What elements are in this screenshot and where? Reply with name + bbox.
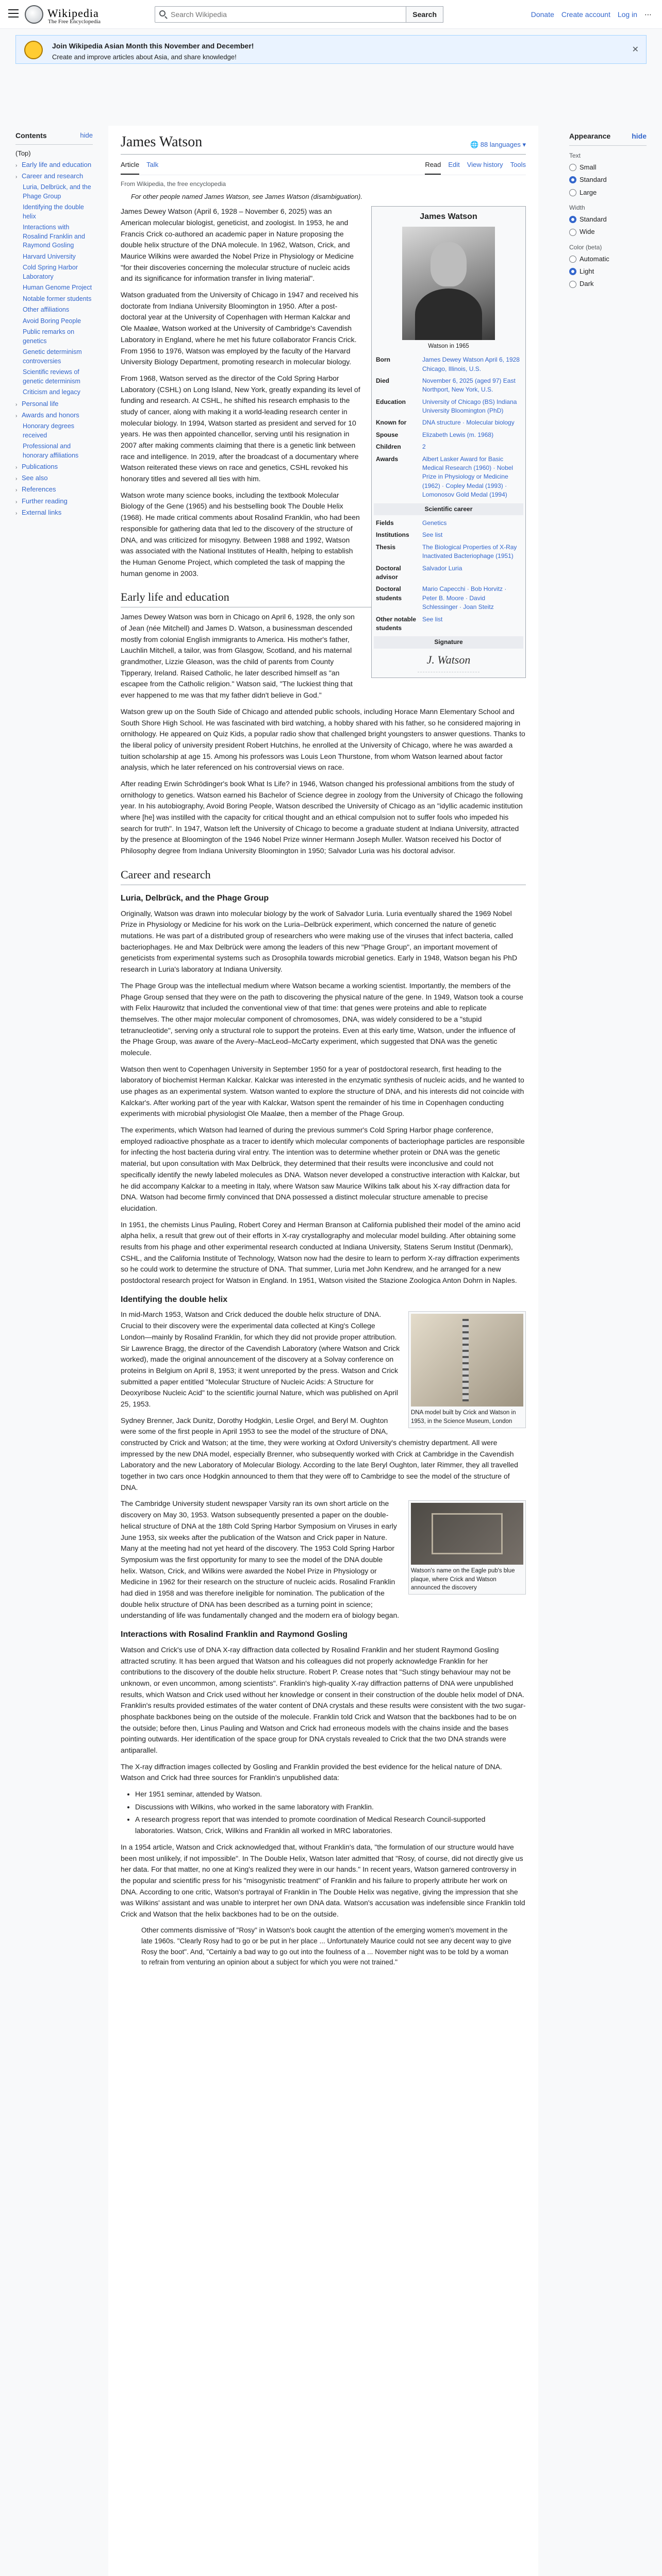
radio-icon[interactable]	[569, 268, 576, 275]
toc-item[interactable]	[15, 295, 93, 304]
subsection-heading-franklin: Interactions with Rosalind Franklin and Raymond Gosling	[121, 1630, 348, 1639]
search-input[interactable]	[155, 6, 406, 23]
page-title: James Watson	[121, 134, 203, 150]
toc-item-label: Public remarks on genetics	[23, 328, 75, 345]
toc-header	[15, 131, 93, 145]
toc-item[interactable]	[15, 399, 93, 409]
toc-item[interactable]	[15, 317, 93, 326]
plaque-figure	[408, 1500, 526, 1594]
infobox-label: Doctoral advisor	[376, 564, 401, 581]
dna-model-image[interactable]	[411, 1314, 523, 1406]
tab-tools[interactable]: Tools	[510, 161, 526, 169]
option-small[interactable]	[569, 162, 647, 173]
radio-icon[interactable]	[569, 189, 576, 196]
infobox-value[interactable]: See list	[422, 531, 443, 539]
franklin-section	[121, 1645, 526, 1784]
toc-item-label: (Top)	[15, 149, 31, 157]
toggle-icon[interactable]: ›	[15, 487, 18, 494]
width-options	[569, 214, 647, 237]
paragraph: James Dewey Watson was born in Chicago on April 6, 1928, the only son of Jean (née Mitchell) and James D. Watson, a businessman descended mostly from colonial English immigrants to America. His mother's father, Lauchlin Mitchell, a tailor, was from Glasgow, Scotland, and his maternal grandmother, Lizzie Gleason, was the child of parents from County Tipperary, Ireland. Raised Catholic, he later described himself as "an escapee from the Catholic religion." Watson said, "The luckiest thing that ever happened to me was that my father didn't believe in God."	[121, 613, 355, 700]
paragraph: The experiments, which Watson had learned of during the previous summer's Cold Spring Harbor phage conference, employed radioactive phosphate as a tracer to identify which molecular components of bacteriophage particles are responsible for infecting the host bacteria during viral entry. The intention was to determine whether protein or DNA was the genetic material, but upon consultation with Max Delbrück, they determined that their results were inconclusive and could not specifically identify the newly labeled molecules as DNA. Watson never developed a constructive interaction with Kalckar, but he did accompany Kalckar to a meeting in Italy, where Watson saw Maurice Wilkins talk about his X-ray diffraction data for DNA. Watson had become firmly convinced that DNA possessed a distinct molecular structure amenable to precise elucidation.	[121, 1126, 525, 1212]
section-heading-career: Career and research	[121, 866, 526, 885]
infobox-value[interactable]: Salvador Luria	[422, 564, 462, 572]
toc-item-label: Avoid Boring People	[23, 317, 81, 325]
paragraph: From 1968, Watson served as the director of the Cold Spring Harbor Laboratory (CSHL) on Long Island, New York, greatly expanding its level of funding and research. At CSHL, he shifted his research emphasis to the study of cancer, along with making it a world-leading research center in molecular biology. In 1994, Watson started as president and served for 10 years. He was then appointed chancellor, serving until his resignation in 2007 after making comments claiming that there is a genetic link between race and intelligence. In 2019, after the broadcast of a documentary where Watson reiterated these views on race and genetics, CSHL revoked his honorary titles and severed all ties with him.	[121, 374, 360, 483]
globe-icon	[24, 41, 43, 59]
dna-model-caption: DNA model built by Crick and Watson in 1953, in the Science Museum, London	[411, 1410, 516, 1425]
subsection-heading-phage: Luria, Delbrück, and the Phage Group	[121, 893, 269, 903]
banner-subtitle: Create and improve articles about Asia, and share knowledge!	[52, 53, 237, 61]
radio-icon[interactable]	[569, 281, 576, 288]
toc-item-label: Further reading	[22, 497, 68, 505]
paragraph: Watson and Crick's use of DNA X-ray diffraction data collected by Rosalind Franklin and her student Raymond Gosling attracted scrutiny. It has been argued that Watson and his colleagues did not properly acknowledge Franklin for her contributions to the discovery of the double helix structure. Robert P. Crease notes that "Such stingy behaviour may not be unknown, or even uncommon, among scientists". Franklin's high-quality X-ray diffraction patterns of DNA were unpublished results, which Watson and Crick used without her knowledge or consent in their construction of the double helix model of DNA. Franklin's results provided estimates of the water content of DNA crystals and these results were consistent with the two sugar-phosphate backbones being on the outside of the molecule. Franklin told Crick and Watson that the backbones had to be on the outside; before then, Linus Pauling and Watson and Crick had erroneous models with the chains inside and the bases pointing outwards. Her identification of the space group for DNA crystals revealed to Crick that the two DNA strands were antiparallel.	[121, 1645, 526, 1755]
paragraph: The X-ray diffraction images collected by Gosling and Franklin provided the best evidence for the helical nature of DNA. Watson and Crick had three sources for Franklin's unpublished data:	[121, 1762, 502, 1782]
site-header	[0, 0, 662, 29]
toc-item-label: See also	[22, 474, 48, 482]
close-icon[interactable]: ✕	[632, 45, 639, 54]
infobox-value[interactable]: Genetics	[422, 519, 447, 527]
donate-link[interactable]: Donate	[531, 10, 554, 19]
infobox-name: James Watson	[420, 212, 477, 222]
infobox-label: Education	[376, 398, 406, 405]
appearance-panel	[569, 131, 647, 292]
toc-item-label: Early life and education	[22, 160, 92, 168]
toc-title: Contents	[15, 131, 47, 140]
option-label: Light	[580, 267, 594, 276]
option-large[interactable]	[569, 188, 647, 198]
infobox-rows	[374, 354, 523, 501]
paragraph: James Dewey Watson (April 6, 1928 – November 6, 2025) was an American molecular biologist, geneticist, and zoologist. In 1953, he and Francis Crick co-authored an academic paper in Nature proposing the double helix structure of the DNA molecule. In 1962, Watson, Crick, and Maurice Wilkins were awarded the Nobel Prize in Physiology or Medicine "for their discoveries concerning the molecular structure of nucleic acids and its significance for information transfer in living material".	[121, 207, 354, 283]
option-standard[interactable]	[569, 214, 647, 225]
paragraph: The Cambridge University student newspaper Varsity ran its own short article on the discovery on May 30, 1953. Watson subsequently presented a paper on the double-helical structure of DNA at the 18th Cold Spring Harbor Symposium on Viruses in early June 1953, six weeks after the publication of the Watson and Crick paper in Nature. Many at the meeting had not yet heard of the discovery. The 1953 Cold Spring Harbor Symposium was the first opportunity for many to see the model of the DNA double helix. Watson, Crick, and Wilkins were awarded the Nobel Prize in Physiology or Medicine in 1962 for their research on the structure of nucleic acids. Rosalind Franklin had died in 1958 and was therefore ineligible for nomination. The publication of the double helix structure of DNA has been described as a turning point in science; understanding of life was fundamentally changed and the modern era of biology began.	[121, 1499, 400, 1620]
paragraph: Sydney Brenner, Jack Dunitz, Dorothy Hodgkin, Leslie Orgel, and Beryl M. Oughton were some of the first people in April 1953 to see the model of the structure of DNA, constructed by Crick and Watson; at the time, they were working at Oxford University's chemistry department. All were impressed by the new DNA model, especially Brenner, who subsequently worked with Crick at Cambridge in the Cavendish Laboratory and the new Laboratory of Molecular Biology. According to the late Beryl Oughton, later Rimmer, they all travelled together in two cars once Hodgkin announced to them that they were off to Cambridge to see the model of the structure of DNA.	[121, 1416, 518, 1492]
user-links	[531, 9, 652, 21]
page-title-bar	[121, 131, 526, 155]
option-label: Small	[580, 163, 597, 172]
infobox-row	[374, 417, 523, 429]
paragraph: In 1951, the chemists Linus Pauling, Robert Corey and Herman Branson at California published their model of the amino acid alpha helix, a result that grew out of their efforts in X-ray crystallography and molecular model building. After obtaining some results from his phage and other experimental research conducted at Indiana University, Statens Serum Institut (Denmark), CSHL, and the California Institute of Technology, Watson now had the desire to learn to perform X-ray diffraction experiments so he could work to determine the structure of DNA. That summer, Luria met John Kendrew, and he arranged for a new postdoctoral research project for Watson in England. In 1951, Watson visited the Stazione Zoologica Anton Dohrn in Naples.	[121, 1220, 521, 1284]
photo-caption: Watson in 1965	[428, 343, 469, 350]
signature-heading: Signature	[374, 636, 523, 648]
toc-item[interactable]	[15, 497, 93, 506]
radio-icon[interactable]	[569, 176, 576, 183]
appearance-header	[569, 131, 647, 146]
toggle-icon[interactable]: ›	[15, 476, 18, 482]
infobox-value[interactable]: November 6, 2025 (aged 97) East Northport, New York, U.S.	[422, 377, 516, 394]
campaign-banner	[15, 35, 647, 64]
toggle-icon[interactable]: ›	[15, 401, 18, 408]
more-options-icon[interactable]: ⋯	[644, 10, 652, 19]
toc-item-label: Other affiliations	[23, 306, 70, 314]
section-heading-early-life: Early life and education	[121, 588, 526, 607]
infobox-row	[374, 563, 523, 584]
infobox-row	[374, 354, 523, 375]
signature-image: J. Watson	[418, 652, 479, 672]
toc-item-label: External links	[22, 508, 62, 516]
languages-button[interactable]: 🌐 88 languages ▾	[470, 141, 526, 149]
plaque-image[interactable]	[411, 1503, 523, 1565]
toc-item[interactable]	[15, 508, 93, 517]
plaque-caption: Watson's name on the Eagle pub's blue plaque, where Crick and Watson announced the discovery	[411, 1568, 515, 1591]
toc-item-label: References	[22, 485, 56, 494]
infobox-label: Fields	[376, 519, 394, 527]
toc-item[interactable]	[15, 252, 93, 262]
toc-item-label: Interactions with Rosalind Franklin and Raymond Gosling	[23, 224, 85, 249]
infobox	[371, 206, 526, 677]
tagline: The Free Encyclopedia	[48, 19, 101, 25]
infobox-value[interactable]: The Biological Properties of X-Ray Inactivated Bacteriophage (1951)	[422, 543, 517, 560]
infobox-value[interactable]: See list	[422, 615, 443, 623]
infobox-label: Institutions	[376, 531, 409, 539]
toc-item[interactable]	[15, 422, 93, 440]
wordmark[interactable]: Wikipedia	[47, 7, 99, 20]
languages-label: 88 languages	[480, 141, 521, 149]
list-item: • A research progress report that was intended to promote coordination of Medical Research Council-supported laboratories. Watson, Crick, Wilkins and Franklin all worked in MRC laboratories.	[135, 1814, 526, 1836]
toc-item[interactable]	[15, 485, 93, 494]
infobox-row	[374, 429, 523, 441]
paragraph: Watson graduated from the University of Chicago in 1947 and received his doctorate from Indiana University Bloomington in 1950. After a post-doctoral year at the University of Copenhagen with Herman Kalckar and Ole Maaløe, Watson worked at the University of Cambridge's Cavendish Laboratory in England, where he met his future collaborator Francis Crick. From 1956 to 1976, Watson was employed by the faculty of the Harvard University Biology Department, promoting research in molecular biology.	[121, 291, 358, 366]
infobox-label: Doctoral students	[376, 585, 402, 602]
infobox-row	[374, 614, 523, 635]
paragraph: After reading Erwin Schrödinger's book What Is Life? in 1946, Watson changed his professional ambitions from the study of ornithology to genetics. Watson earned his Bachelor of Science degree in zoology from the University of Chicago the following year. In his autobiography, Avoid Boring People, Watson described the University of Chicago as an "idyllic academic institution where [he] was instilled with the capacity for critical thought and an ethical compulsion not to suffer fools who impeded his search for truth". In 1947, Watson left the University of Chicago to become a graduate student at Indiana University, attracted by the presence at Bloomington of the 1946 Nobel Prize winner Hermann Joseph Muller. Watson received his Doctor of Philosophy degree from Indiana University Bloomington in 1950; Salvador Luria was his doctoral advisor.	[121, 779, 523, 855]
phage-section	[121, 908, 526, 1286]
toc-list	[15, 149, 93, 517]
article-tabs	[121, 157, 526, 175]
infobox-row	[374, 375, 523, 396]
option-wide[interactable]	[569, 227, 647, 237]
infobox-row	[374, 396, 523, 417]
toc-item[interactable]	[15, 263, 93, 281]
scientific-career-heading: Scientific career	[374, 503, 523, 515]
infobox-value[interactable]: James Dewey Watson April 6, 1928 Chicago, Illinois, U.S.	[422, 356, 520, 372]
search-icon	[159, 10, 166, 16]
infobox-label: Awards	[376, 455, 399, 463]
infobox-row	[374, 583, 523, 613]
infobox-label: Other notable students	[376, 615, 417, 632]
infobox-value[interactable]: Albert Lasker Award for Basic Medical Research (1960) · Nobel Prize in Physiology or Medicine (1962) · Copley Medal (1993) · Lomonosov Gold Medal (1994)	[422, 455, 514, 499]
toc-item[interactable]	[15, 183, 93, 201]
toc-item-label: Notable former students	[23, 295, 92, 302]
paragraph: The Phage Group was the intellectual medium where Watson became a working scientist. Importantly, the members of the Phage Group sensed that they were on the path to discovering the physical nature of the gene. In 1949, Watson took a course with Felix Haurowitz that included the conventional view of that time: that genes were proteins and able to replicate themselves. The other major molecular component of chromosomes, DNA, was widely considered to be a "stupid tetranucleotide", serving only a structural role to support the proteins. Even at this early time, Watson, under the influence of the Phage Group, was aware of the Avery–MacLeod–McCarty experiment, which suggested that DNA was the genetic molecule.	[121, 981, 523, 1057]
hatnote[interactable]: For other people named James Watson, see James Watson (disambiguation).	[131, 193, 362, 201]
radio-icon[interactable]	[569, 256, 576, 263]
option-label: Standard	[580, 215, 607, 224]
toc-item-label: Criticism and legacy	[23, 388, 80, 396]
option-label: Standard	[580, 176, 607, 184]
appearance-hide-button[interactable]: hide	[632, 132, 647, 140]
radio-icon[interactable]	[569, 164, 576, 171]
radio-icon[interactable]	[569, 229, 576, 236]
toc-item[interactable]	[15, 203, 93, 221]
toc-item-label: Harvard University	[23, 252, 76, 260]
franklin-sources-list	[135, 1789, 526, 1837]
option-automatic[interactable]	[569, 254, 647, 264]
radio-icon[interactable]	[569, 216, 576, 223]
width-label: Width	[569, 204, 585, 211]
main-menu-icon[interactable]	[8, 9, 19, 18]
paragraph: Watson then went to Copenhagen University in September 1950 for a year of postdoctoral research, first heading to the laboratory of biochemist Herman Kalckar. Kalckar was interested in the enzymatic synthesis of nucleic acids, and he wanted to use phages as an experimental system. Watson wanted to explore the structure of DNA, and his interests did not coincide with Kalckar's. After working part of the year with Kalckar, Watson spent the remainder of his time in Copenhagen conducting experiments with microbial physiologist Ole Maaløe, then a member of the Phage Group.	[121, 1064, 524, 1118]
infobox-value[interactable]: DNA structure · Molecular biology	[422, 419, 515, 427]
toc-item[interactable]	[15, 348, 93, 366]
infobox-row	[374, 441, 523, 453]
option-standard[interactable]	[569, 175, 647, 185]
paragraph: Originally, Watson was drawn into molecular biology by the work of Salvador Luria. Luria eventually shared the 1969 Nobel Prize in Physiology or Medicine for his work on the Luria–Delbrück experiment, which concerned the nature of genetic mutations. He was part of a distributed group of researchers who were making use of the viruses that infect bacteria, called bacteriophages. He and Max Delbrück were among the leaders of this new "Phage Group", an important movement of geneticists from experimental systems such as Drosophila towards microbial genetics. Early in 1948, Watson began his PhD research in Luria's laboratory at Indiana University.	[121, 909, 518, 974]
log-in-link[interactable]: Log in	[617, 10, 637, 19]
toggle-icon[interactable]: ›	[15, 499, 18, 505]
tab-edit[interactable]: Edit	[448, 161, 460, 169]
infobox-row	[374, 529, 523, 541]
infobox-value[interactable]: 2	[422, 443, 426, 451]
portrait-photo[interactable]	[402, 227, 495, 340]
toc-item[interactable]	[15, 223, 93, 250]
article-content	[108, 126, 538, 2576]
toc-item-label: Honorary degrees received	[23, 422, 75, 439]
wikipedia-logo[interactable]	[25, 5, 43, 24]
toc-item[interactable]	[15, 306, 93, 315]
infobox-value[interactable]: Elizabeth Lewis (m. 1968)	[422, 431, 494, 438]
toc-item[interactable]	[15, 149, 93, 158]
option-label: Automatic	[580, 255, 609, 263]
dna-model-figure	[408, 1311, 526, 1428]
paragraph: In a 1954 article, Watson and Crick acknowledged that, without Franklin's data, "the formulation of our structure would have been most unlikely, if not impossible". In The Double Helix, Watson later admitted that "Rosy, of course, did not directly give us her data. For that matter, no one at King's realized they were in our hands." In recent years, Watson garnered controversy in the popular and scientific press for his "misogynistic treatment" of Franklin and his failure to properly attribute her work on DNA. According to one critic, Watson's portrayal of Franklin in The Double Helix was negative, giving the impression that she was Wilkins' assistant and was unable to interpret her own DNA data. Watson's accusation was indefensible since Franklin told Crick and Watson that the helix backbones had to be on the outside.	[121, 1842, 525, 1918]
toc-item[interactable]	[15, 368, 93, 386]
toc-item-label: Career and research	[22, 172, 84, 180]
appearance-title: Appearance	[569, 132, 611, 140]
infobox-value[interactable]: University of Chicago (BS) Indiana University Bloomington (PhD)	[422, 398, 517, 415]
scientific-career-rows	[374, 517, 523, 634]
infobox-label: Born	[376, 356, 390, 364]
paragraph: In mid-March 1953, Watson and Crick deduced the double helix structure of DNA. Crucial to their discovery were the experimental data collected at King's College London—mainly by Rosalind Franklin, for which they did not provide proper attribution. Sir Lawrence Bragg, the director of the Cavendish Laboratory (where Watson and Crick worked), made the original announcement of the discovery at a Solvay conference on proteins in Belgium on April 8, 1953; it went unreported by the press. Watson and Crick submitted a paper entitled "Molecular Structure of Nucleic Acids: A Structure for Deoxyribose Nucleic Acid" to the scientific journal Nature, which was published on April 25, 1953.	[121, 1310, 400, 1408]
toggle-icon[interactable]: ›	[15, 465, 18, 471]
infobox-row	[374, 541, 523, 563]
toggle-icon[interactable]: ›	[15, 510, 18, 516]
toggle-icon[interactable]: ›	[15, 162, 18, 168]
toc-item-label: Professional and honorary affiliations	[23, 443, 79, 459]
paragraph: Watson wrote many science books, including the textbook Molecular Biology of the Gene (1965) and his bestselling book The Double Helix (1968). He made critical comments about Rosalind Franklin, who had been responsible for gathering data that led to the discovery of the structure of DNA, and was criticized for misogyny. Between 1988 and 1992, Watson was associated with the National Institutes of Health, helping to establish the Human Genome Project, which completed the task of mapping the human genome in 2003.	[121, 490, 360, 578]
toc-item-label: Human Genome Project	[23, 284, 92, 292]
tab-article[interactable]: Article	[121, 157, 139, 174]
infobox-label: Children	[376, 443, 401, 451]
toc-item-label: Cold Spring Harbor Laboratory	[23, 264, 78, 280]
subsection-heading-double-helix: Identifying the double helix	[121, 1295, 228, 1304]
toc-item[interactable]	[15, 172, 93, 181]
infobox-label: Died	[376, 377, 390, 384]
banner-text	[52, 41, 254, 62]
color-options	[569, 254, 647, 289]
text-size-options	[569, 162, 647, 197]
toc-item-label: Scientific reviews of genetic determinism	[23, 368, 80, 385]
toc-item[interactable]	[15, 462, 93, 471]
toc-hide-button[interactable]: hide	[80, 131, 93, 139]
table-of-contents	[15, 131, 93, 519]
option-label: Wide	[580, 228, 595, 236]
option-light[interactable]	[569, 266, 647, 277]
toc-item-label: Personal life	[22, 399, 59, 408]
color-label: Color (beta)	[569, 243, 602, 251]
toc-item[interactable]	[15, 160, 93, 170]
option-dark[interactable]	[569, 279, 647, 289]
toc-item[interactable]	[15, 411, 93, 420]
option-label: Large	[580, 188, 597, 196]
infobox-value[interactable]: Mario Capecchi · Bob Horvitz · Peter B. Moore · David Schlessinger · Joan Steitz	[422, 585, 507, 611]
toc-item-label: Genetic determinism controversies	[23, 348, 82, 365]
toc-item[interactable]	[15, 473, 93, 483]
infobox-label: Spouse	[376, 431, 399, 438]
quotation: Other comments dismissive of "Rosy" in Watson's book caught the attention of the emerging women's movement in the late 1960s. "Clearly Rosy had to go or be put in her place ... Unfortunately Maurice could not see any decent way to give Rosy the boot". And, "Certainly a bad way to go out into the foulness of a ... November night was to be told by a woman to refrain from venturing an opinion about a subject for which you were not trained."	[141, 1926, 511, 1967]
search-bar	[155, 6, 443, 23]
tab-read[interactable]: Read	[425, 157, 441, 174]
infobox-label: Thesis	[376, 543, 396, 551]
toc-item[interactable]	[15, 328, 93, 346]
toc-item-label: Luria, Delbrück, and the Phage Group	[23, 183, 91, 200]
infobox-row	[374, 453, 523, 501]
create-account-link[interactable]: Create account	[561, 10, 610, 19]
toggle-icon[interactable]: ›	[15, 413, 18, 419]
toggle-icon[interactable]: ›	[15, 174, 18, 180]
from-wikipedia: From Wikipedia, the free encyclopedia	[121, 180, 226, 188]
toc-item-label: Awards and honors	[22, 411, 79, 419]
tab-view-history[interactable]: View history	[467, 161, 503, 169]
text-size-label: Text	[569, 151, 581, 159]
banner-title[interactable]: Join Wikipedia Asian Month this November and December!	[52, 42, 254, 50]
search-button[interactable]: Search	[406, 6, 443, 23]
list-item: • Discussions with Wilkins, who worked in the same laboratory with Franklin.	[135, 1802, 526, 1813]
toc-item-label: Identifying the double helix	[23, 204, 84, 220]
list-item: • Her 1951 seminar, attended by Watson.	[135, 1789, 526, 1800]
tab-talk[interactable]: Talk	[146, 161, 159, 169]
option-label: Dark	[580, 280, 594, 288]
toc-item-label: Publications	[22, 463, 58, 471]
infobox-label: Known for	[376, 419, 407, 427]
paragraph: Watson grew up on the South Side of Chicago and attended public schools, including Horace Mann Elementary School and South Shore High School. He was fascinated with bird watching, a hobby shared with his father, so he considered majoring in ornithology. He appeared on Quiz Kids, a popular radio show that challenged bright youngsters to answer questions. Thanks to the liberal policy of university president Robert Hutchins, he enrolled at the University of Chicago, where he was awarded a tuition scholarship at age 15. Among his professors was Louis Leon Thurstone, from whom Watson learned about factor analysis, which he later referenced on his controversial views on race.	[121, 707, 525, 772]
infobox-row	[374, 517, 523, 529]
toc-item[interactable]	[15, 283, 93, 293]
toc-item[interactable]	[15, 442, 93, 460]
toc-item[interactable]	[15, 388, 93, 397]
